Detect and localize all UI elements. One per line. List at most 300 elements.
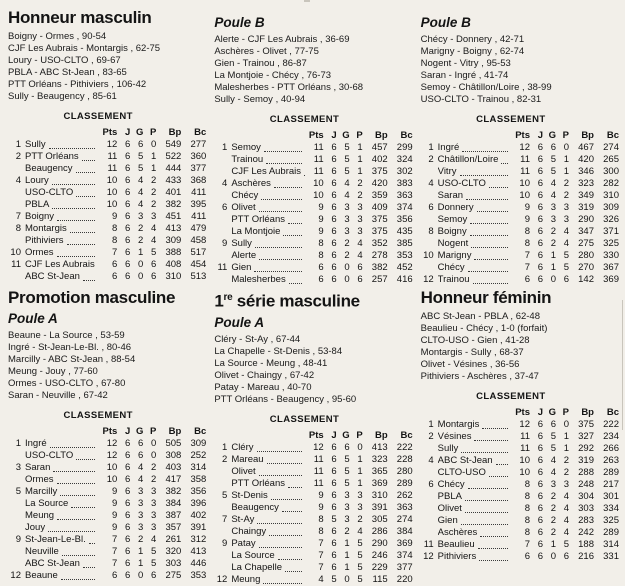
stat-cell: 6 — [151, 259, 157, 270]
name-cell — [231, 190, 304, 202]
stat-cell: 522 — [165, 151, 182, 162]
classement-row — [8, 558, 206, 570]
classement-row — [8, 450, 206, 462]
stat-cell: 304 — [578, 491, 594, 502]
team-name: Boigny — [437, 226, 467, 237]
stat-cell: 401 — [165, 187, 182, 198]
stat-cell: 262 — [396, 489, 413, 501]
match-result: Loury - USO-CLTO , 69-67 — [8, 55, 121, 66]
stat-cell: 6 — [537, 503, 543, 514]
dotted-leader — [52, 183, 96, 185]
stat-cell: 8 — [524, 491, 530, 502]
name-cell — [25, 546, 98, 558]
stat-cell: 0 — [138, 259, 144, 270]
match-result: Boigny - Ormes , 90-54 — [8, 31, 107, 42]
match-result: USO-CLTO - Trainou , 82-31 — [420, 94, 542, 105]
stat-cell: 3 — [344, 489, 350, 501]
classement-row — [8, 175, 206, 187]
dotted-leader — [259, 546, 302, 548]
stat-cell: 416 — [396, 274, 413, 285]
stat-cell: 365 — [371, 465, 388, 477]
stat-cell: 6 — [331, 202, 337, 213]
stat-cell: 6 — [125, 223, 131, 234]
match-result: Meung - Jouy , 77-60 — [8, 366, 98, 377]
classement-row — [214, 502, 412, 514]
stat-cell: 9 — [318, 202, 324, 213]
stat-cell: 216 — [578, 551, 594, 562]
dotted-leader — [470, 234, 508, 236]
stat-cell: 319 — [578, 202, 594, 213]
dotted-leader — [289, 282, 302, 284]
stat-cell: 6 — [537, 262, 543, 273]
team-name: PTT Orléans — [231, 214, 286, 225]
stat-cell: 6 — [331, 154, 337, 165]
team-name: Donnery — [437, 202, 474, 213]
classement-label: CLASSEMENT — [269, 413, 340, 425]
classement-row — [421, 419, 619, 431]
stat-cell: 10 — [519, 467, 530, 478]
stat-cell: 1 — [344, 561, 350, 573]
name-cell — [25, 199, 98, 211]
stat-cell: 10 — [106, 474, 118, 485]
match-result: Alerte - CJF Les Aubrais , 36-69 — [214, 34, 350, 45]
stat-cell: 6 — [151, 271, 157, 282]
stat-cell: 4 — [357, 525, 363, 537]
classement-row — [214, 538, 412, 550]
dotted-leader — [67, 243, 96, 245]
stat-cell: 391 — [190, 522, 207, 533]
stat-cell: 2 — [151, 474, 157, 485]
team-name: Ingré — [25, 438, 47, 449]
stat-cell: 1 — [138, 546, 144, 557]
stat-cell: 6 — [563, 274, 569, 285]
stat-cell: 6 — [524, 274, 530, 285]
match-results-list — [421, 34, 619, 106]
stat-cell: 4 — [563, 226, 569, 237]
dotted-leader — [285, 570, 302, 572]
team-name: Châtillon/Loire — [437, 154, 499, 165]
dotted-leader — [57, 518, 95, 520]
team-name: Saran — [25, 462, 51, 473]
header-cell: G — [342, 130, 350, 141]
stat-cell: 6 — [537, 443, 543, 454]
stat-cell: 457 — [371, 142, 388, 153]
classement-table — [421, 407, 619, 563]
stat-cell: 458 — [190, 235, 207, 246]
dotted-leader — [477, 210, 508, 212]
classement-row — [214, 262, 412, 274]
stat-cell: 6 — [331, 465, 337, 477]
stat-cell: 5 — [138, 163, 144, 174]
stat-cell: 10 — [519, 190, 530, 201]
stat-cell: 444 — [165, 163, 182, 174]
classement-header-row — [8, 127, 206, 139]
name-cell — [438, 479, 511, 491]
stat-cell: 8 — [524, 226, 530, 237]
stat-cell: 3 — [344, 214, 350, 225]
dotted-leader — [50, 446, 96, 448]
name-cell — [231, 550, 304, 562]
stat-cell: 6 — [125, 163, 131, 174]
header-cell: Bp — [168, 127, 182, 138]
name-cell — [231, 490, 304, 502]
stat-cell: 6 — [537, 539, 543, 550]
stat-cell: 6 — [331, 238, 337, 249]
stat-cell: 6 — [344, 441, 350, 453]
classement-row — [421, 491, 619, 503]
dotted-leader — [461, 523, 508, 525]
dotted-leader — [480, 535, 508, 537]
stat-cell: 6 — [125, 438, 131, 449]
team-name: Semoy — [231, 142, 261, 153]
stat-cell: 310 — [603, 190, 619, 201]
stat-cell: 10 — [106, 175, 118, 186]
header-cell: G — [548, 130, 556, 141]
stat-cell: 7 — [524, 539, 530, 550]
dotted-leader — [271, 498, 302, 500]
stat-cell: 8 — [318, 238, 324, 249]
stat-cell: 1 — [550, 262, 556, 273]
name-cell — [438, 214, 511, 226]
team-name: Gien — [231, 262, 252, 273]
stat-cell: 323 — [578, 178, 594, 189]
dotted-leader — [489, 186, 508, 188]
classement-table — [421, 130, 619, 286]
team-name: Aschères — [231, 178, 271, 189]
stat-cell: 6 — [537, 515, 543, 526]
classement-row — [8, 151, 206, 163]
match-result: Ormes - USO-CLTO , 67-80 — [8, 378, 126, 389]
stat-cell: 3 — [151, 498, 157, 509]
stat-cell: 326 — [603, 214, 619, 225]
classement-row — [214, 526, 412, 538]
stat-cell: 310 — [371, 489, 388, 501]
dotted-leader — [71, 506, 95, 508]
classement-row — [421, 226, 619, 238]
classement-header-row — [421, 130, 619, 142]
stat-cell: 4 — [151, 235, 157, 246]
name-cell — [25, 462, 98, 474]
classement-label: CLASSEMENT — [476, 114, 546, 125]
stat-cell: 2 — [138, 235, 144, 246]
stat-cell: 6 — [331, 214, 337, 225]
classement-table — [8, 127, 206, 283]
stat-cell: 383 — [396, 178, 413, 189]
rank-cell: 4 — [428, 178, 434, 189]
name-cell — [231, 442, 304, 454]
match-result: Cléry - St-Ay , 67-44 — [214, 333, 301, 345]
team-name: Chaingy — [231, 525, 267, 537]
name-cell — [438, 419, 511, 431]
title-number: 1 — [214, 291, 224, 311]
stat-cell: 4 — [550, 178, 556, 189]
stat-cell: 369 — [396, 537, 413, 549]
stat-cell: 8 — [318, 525, 324, 537]
classement-row — [8, 498, 206, 510]
stat-cell: 1 — [357, 453, 363, 465]
name-cell — [231, 502, 304, 514]
stat-cell: 330 — [603, 250, 619, 261]
classement-row — [421, 154, 619, 166]
stat-cell: 7 — [112, 247, 118, 258]
name-cell — [231, 178, 304, 190]
stat-cell: 382 — [371, 262, 388, 273]
stat-cell: 4 — [344, 190, 350, 201]
team-name: Gien — [437, 515, 458, 526]
name-cell — [231, 478, 304, 490]
stat-cell: 0 — [357, 441, 363, 453]
team-name: PBLA — [437, 491, 462, 502]
stat-cell: 2 — [550, 238, 556, 249]
stat-cell: 12 — [106, 438, 118, 449]
header-cell: Bp — [581, 407, 594, 418]
stat-cell: 1 — [563, 431, 569, 442]
classement-row — [8, 235, 206, 247]
stat-cell: 5 — [563, 539, 569, 550]
name-cell — [438, 467, 511, 479]
rank-cell: 1 — [15, 438, 21, 449]
team-name: Montargis — [25, 223, 67, 234]
dotted-leader — [468, 487, 508, 489]
classement-row — [8, 522, 206, 534]
stat-cell: 420 — [371, 178, 388, 189]
name-cell — [438, 142, 511, 154]
stat-cell: 228 — [396, 453, 413, 465]
classement-row — [214, 250, 412, 262]
classement-row — [214, 178, 412, 190]
name-cell — [438, 551, 511, 563]
header-cell: J — [331, 429, 337, 441]
stat-cell: 352 — [371, 238, 388, 249]
stat-cell: 310 — [165, 271, 182, 282]
stat-cell: 4 — [138, 187, 144, 198]
dotted-leader — [49, 147, 96, 149]
stat-cell: 9 — [318, 489, 324, 501]
stat-cell: 5 — [563, 262, 569, 273]
team-name: Mareau — [231, 453, 264, 465]
team-name: Ormes — [25, 247, 54, 258]
classement-row — [8, 211, 206, 223]
stat-cell: 5 — [357, 549, 363, 561]
dotted-leader — [282, 510, 302, 512]
dotted-leader — [264, 150, 302, 152]
header-cell: Bc — [400, 130, 413, 141]
stat-cell: 3 — [550, 479, 556, 490]
dotted-leader — [254, 270, 301, 272]
rank-cell: 6 — [222, 202, 228, 213]
stat-cell: 261 — [165, 534, 182, 545]
stat-cell: 6 — [125, 199, 131, 210]
stat-cell: 6 — [331, 525, 337, 537]
stat-cell: 9 — [112, 510, 118, 521]
stat-cell: 320 — [165, 546, 182, 557]
stat-cell: 299 — [396, 142, 413, 153]
name-cell — [438, 455, 511, 467]
dotted-leader — [462, 150, 508, 152]
stat-cell: 282 — [603, 178, 619, 189]
team-name: Sully — [231, 238, 252, 249]
name-cell — [231, 514, 304, 526]
name-cell — [25, 522, 98, 534]
match-result: PTT Orléans - Beaugency , 95-60 — [214, 393, 357, 405]
header-cell: Bp — [374, 429, 388, 441]
classement-row — [421, 467, 619, 479]
stat-cell: 6 — [537, 467, 543, 478]
name-cell — [231, 226, 304, 238]
stat-cell: 6 — [318, 262, 324, 273]
stat-cell: 467 — [578, 142, 594, 153]
stat-cell: 403 — [165, 462, 182, 473]
name-cell — [25, 187, 98, 199]
stat-cell: 387 — [165, 510, 182, 521]
stat-cell: 356 — [190, 486, 207, 497]
stat-cell: 2 — [550, 503, 556, 514]
dotted-leader — [461, 451, 508, 453]
stat-cell: 2 — [357, 178, 363, 189]
stat-cell: 1 — [563, 154, 569, 165]
dotted-leader — [82, 159, 96, 161]
stat-cell: 6 — [125, 450, 131, 461]
stat-cell: 6 — [357, 262, 363, 273]
rank-cell: 10 — [10, 247, 21, 258]
section-honneur-masculin — [8, 6, 206, 286]
stat-cell: 4 — [151, 534, 157, 545]
dotted-leader — [60, 494, 95, 496]
name-cell — [25, 438, 98, 450]
stat-cell: 3 — [357, 489, 363, 501]
stat-cell: 6 — [331, 226, 337, 237]
header-cell: Pts — [102, 426, 118, 437]
section-promotion-masculine — [8, 286, 206, 586]
team-name: Beaugency — [231, 501, 279, 513]
stat-cell: 6 — [125, 211, 131, 222]
match-result: Sully - Semoy , 40-94 — [214, 94, 306, 105]
stat-cell: 289 — [396, 477, 413, 489]
stat-cell: 413 — [165, 223, 182, 234]
stat-cell: 374 — [396, 202, 413, 213]
stat-cell: 10 — [106, 462, 118, 473]
scan-artifact-mark — [304, 0, 310, 2]
match-result: PTT Orléans - Pithiviers , 106-42 — [8, 79, 147, 90]
stat-cell: 4 — [563, 491, 569, 502]
stat-cell: 6 — [125, 486, 131, 497]
stat-cell: 5 — [331, 513, 337, 525]
classement-row — [214, 202, 412, 214]
stat-cell: 303 — [165, 558, 182, 569]
rank-cell: 11 — [423, 539, 434, 550]
header-cell: G — [135, 426, 144, 437]
stat-cell: 6 — [331, 441, 337, 453]
stat-cell: 5 — [357, 537, 363, 549]
match-result: La Chapelle - St-Denis , 53-84 — [214, 345, 343, 357]
stat-cell: 363 — [396, 190, 413, 201]
stat-cell: 6 — [331, 250, 337, 261]
stat-cell: 3 — [344, 202, 350, 213]
stat-cell: 375 — [371, 214, 388, 225]
name-cell — [438, 262, 511, 274]
team-name: Ormes — [25, 474, 54, 485]
header-cell: Bp — [581, 130, 594, 141]
rank-cell: 6 — [428, 202, 434, 213]
title-superscript: re — [223, 292, 233, 303]
stat-cell: 275 — [165, 570, 182, 581]
classement-row — [421, 142, 619, 154]
name-cell — [25, 510, 98, 522]
header-cell: J — [125, 127, 131, 138]
name-cell — [438, 190, 511, 202]
stat-cell: 4 — [550, 190, 556, 201]
stat-cell: 10 — [313, 178, 324, 189]
rank-cell: 2 — [428, 431, 434, 442]
stat-cell: 346 — [578, 166, 594, 177]
stat-cell: 2 — [151, 187, 157, 198]
team-name: Chécy — [231, 190, 259, 201]
name-cell — [231, 562, 304, 574]
stat-cell: 4 — [138, 462, 144, 473]
stat-cell: 9 — [112, 211, 118, 222]
stat-cell: 5 — [550, 154, 556, 165]
stat-cell: 1 — [550, 539, 556, 550]
match-result: Beaune - La Source , 53-59 — [8, 330, 125, 341]
section-poule-b-2 — [421, 6, 619, 286]
classement-row — [421, 515, 619, 527]
team-name: CJF Les Aubrais — [231, 166, 302, 177]
stat-cell: 8 — [524, 503, 530, 514]
stat-cell: 6 — [125, 187, 131, 198]
stat-cell: 4 — [563, 238, 569, 249]
stat-cell: 5 — [151, 546, 157, 557]
stat-cell: 0 — [151, 139, 157, 150]
match-result: Marcilly - ABC St-Jean , 88-54 — [8, 354, 136, 365]
stat-cell: 6 — [537, 419, 543, 430]
name-cell — [231, 166, 304, 178]
stat-cell: 11 — [520, 154, 530, 165]
header-cell: P — [562, 130, 569, 141]
header-cell: J — [537, 407, 543, 418]
classement-row — [8, 199, 206, 211]
stat-cell: 3 — [344, 513, 350, 525]
stat-cell: 367 — [603, 262, 619, 273]
stat-cell: 334 — [603, 503, 619, 514]
stat-cell: 7 — [318, 561, 324, 573]
name-cell — [438, 431, 511, 443]
stat-cell: 3 — [344, 501, 350, 513]
name-cell — [438, 166, 511, 178]
classement-row — [214, 490, 412, 502]
stat-cell: 402 — [190, 510, 207, 521]
stat-cell: 277 — [190, 139, 207, 150]
dotted-leader — [288, 222, 302, 224]
stat-cell: 6 — [524, 551, 530, 562]
classement-row — [8, 510, 206, 522]
classement-row — [421, 479, 619, 491]
stat-cell: 347 — [578, 226, 594, 237]
match-result: Nogent - Vitry , 95-53 — [420, 58, 511, 69]
match-result: Malesherbes - PTT Orléans , 30-68 — [214, 82, 364, 93]
dotted-leader — [48, 530, 95, 532]
stat-cell: 1 — [563, 166, 569, 177]
stat-cell: 11 — [313, 154, 324, 165]
stat-cell: 6 — [125, 546, 131, 557]
stat-cell: 0 — [151, 450, 157, 461]
name-cell — [231, 238, 304, 250]
classement-row — [214, 214, 412, 226]
team-name: Malesherbes — [231, 274, 286, 285]
team-name: Loury — [25, 175, 49, 186]
rank-cell: 9 — [222, 537, 228, 549]
stat-cell: 10 — [106, 187, 118, 198]
dotted-leader — [257, 522, 301, 524]
